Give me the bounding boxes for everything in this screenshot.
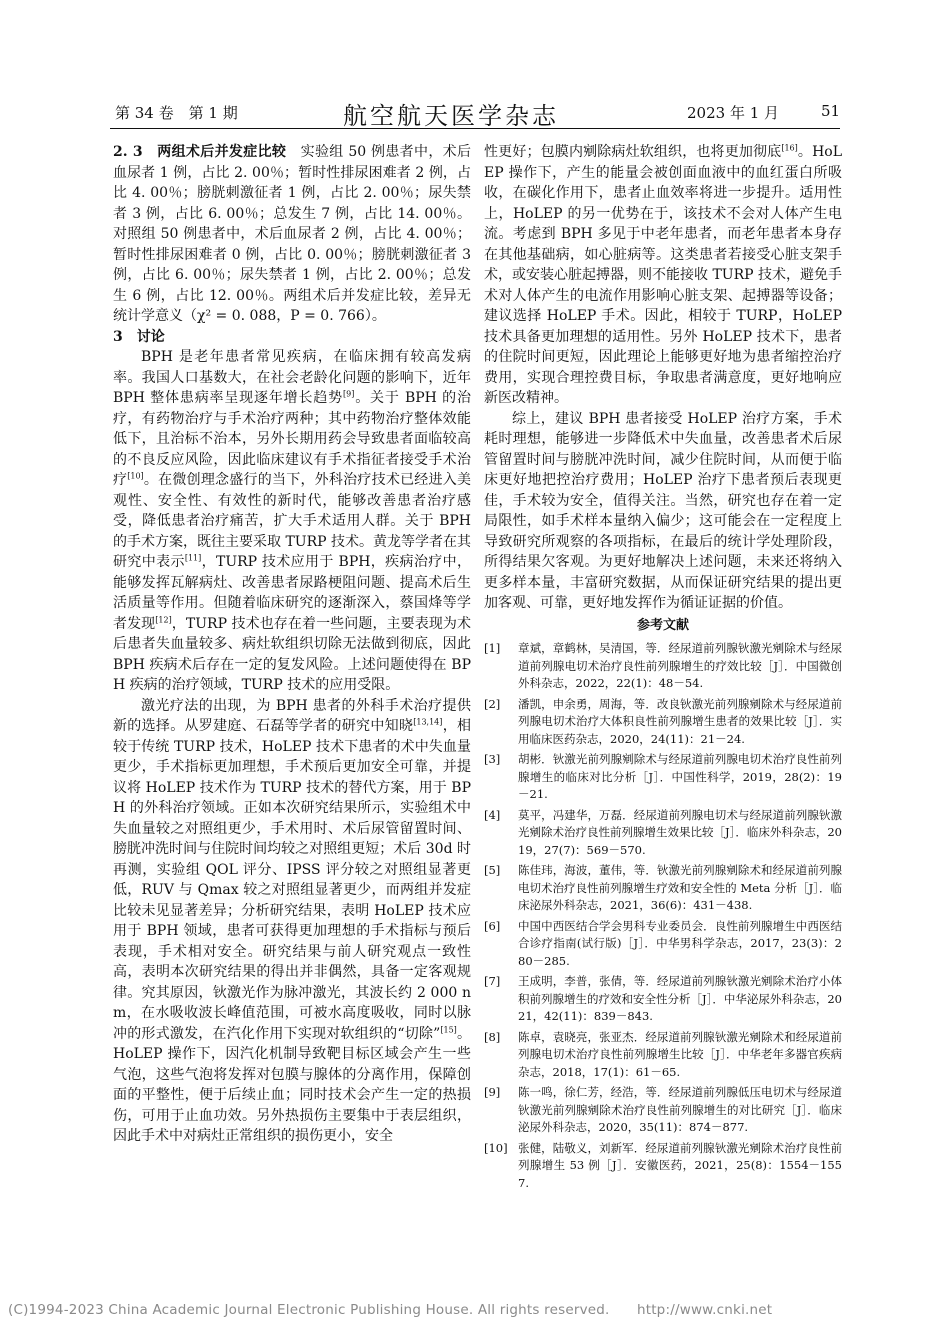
header-rule (110, 128, 840, 129)
reference-list (484, 640, 842, 1192)
discussion-paragraph-2 (113, 696, 471, 1147)
reference-item (484, 862, 842, 915)
citation: [11] (184, 553, 202, 563)
reference-text: 王成明，李普，张倩，等．经尿道前列腺钬激光剜除术治疗小体积前列腺增生的疗效和安全性分析［J］．中华泌尿外科杂志，2021，42(11)：839－843. (518, 974, 842, 1023)
text-run: ，TURP 技术也存在着一些问题，主要表现为术后患者失血量较多、病灶软组织切除无法做到彻底，因此 BPH 疾病术后存在一定的复发风险。上述问题使得在 BPH 疾病的治疗领域，TURP 技术的应用受限。 (113, 615, 472, 693)
page-number: 51 (821, 102, 841, 120)
reference-item (484, 640, 842, 693)
text-run: ，相较于传统 TURP 技术，HoLEP 技术下患者的术中失血量更少，手术指标更加理想，手术预后更加安全可靠，并提议将 HoLEP 技术作为 TURP 技术的替代方案，用于 BPH 的外科治疗领域。正如本次研究结果所示，实验组术中失血量较之对照组更少，手术用时、术后尿管留置时间、膀胱冲洗时间与住院时间均较之对照组更短；术后 30d 时再测，实验组 QOL 评分、IPSS 评分较之对照组显著更低，RUV 与 Qmax 较之对照组显著更少，而两组并发症比较未见显著差异；分析研究结果，表明 HoLEP 技术应用于 BPH 领域，患者可获得更加理想的手术指标与预后表现，手术相对安全。研究结果与前人研究观点一致性高，表明本次研究结果的得出并非偶然，具备一定客观规律。究其原因，钬激光作为脉冲激光，其波长约 2 000 nm，在水吸收波长峰值范围，可被水高度吸收，同时以脉冲的形式激发，在汽化作用下实现对软组织的“切除” (113, 718, 472, 1042)
discussion-paragraph-3 (484, 142, 842, 409)
section-2-3-heading: 2. 3 两组术后并发症比较 (113, 144, 287, 160)
reference-item (484, 807, 842, 860)
reference-item (484, 1084, 842, 1137)
reference-number: [7] (484, 974, 501, 988)
issue-date: 2023 年 1 月 (687, 104, 780, 122)
volume-issue: 第 34 卷 第 1 期 (115, 104, 238, 122)
reference-text: 潘凯，申余勇，周海，等．改良钬激光前列腺剜除术与经尿道前列腺电切术治疗大体积良性前列腺增生患者的效果比较［J］．实用临床医药杂志，2020，24(11)：21－24. (518, 696, 842, 746)
discussion-paragraph-1 (113, 347, 471, 696)
reference-item (484, 696, 842, 749)
left-column (113, 142, 471, 1147)
text-run: ，TURP 技术应用于 BPH，疾病治疗中，能够发挥瓦解病灶、改善患者尿路梗阻问题、提高术后生活质量等作用。但随着临床研究的逐渐深入，蔡国烽等学者发现 (113, 554, 471, 632)
citation: [13,14] (413, 717, 443, 727)
right-column (484, 142, 842, 1195)
conclusion-paragraph: 综上，建议 BPH 患者接受 HoLEP 治疗方案，手术耗时理想，能够进一步降低术中失血量，改善患者术后尿管留置时间与膀胱冲洗时间，减少住院时间，从而便于临床更好地把控治疗费用；HoLEP 治疗下患者预后表现更佳，手术较为安全，值得关注。当然，研究也存在着一定局限性，如手术样本量纳入偏少；这可能会在一定程度上导致研究所观察的各项指标，在最后的统计学处理阶段，所得结果欠客观。为更好地解决上述问题，未来还将纳入更多样本量，丰富研究数据，从而保证研究结果的提出更加客观、可靠，更好地发挥作为循证证据的价值。 (484, 410, 842, 611)
reference-text: 陈佳玮，海波，董伟，等．钬激光前列腺剜除术和经尿道前列腺电切术治疗良性前列腺增生疗效和安全性的 Meta 分析［J］．临床泌尿外科杂志，2021，36(6)：431－438. (518, 863, 842, 912)
text-run: 。关于 BPH 的治疗，有药物治疗与手术治疗两种；其中药物治疗整体效能低下，且治标不治本，另外长期用药会导致患者面临较高的不良反应风险，因此临床建议有手术指征者接受手术治疗 (113, 390, 471, 488)
citation: [15] (440, 1024, 457, 1034)
reference-number: [1] (484, 641, 501, 655)
reference-text: 中国中西医结合学会男科专业委员会．良性前列腺增生中西医结合诊疗指南(试行版)［J］．中华男科学杂志，2017，23(3)：280－285. (518, 918, 842, 968)
citation: [10] (127, 471, 144, 481)
text-run: 。HoLEP 操作下，产生的能量会被创面血液中的血红蛋白所吸收，在碳化作用下，患者止血效率将进一步提升。适用性上，HoLEP 的另一优势在于，该技术不会对人体产生电流。考虑到 BPH 多见于中老年患者，而老年患者本身存在其他基础病，如心脏病等。这类患者若接受心脏支架手术，或安装心脏起搏器，则不能接收 TURP 技术，避免手术对人体产生的电流作用影响心脏支架、起搏器等设备；建议选择 HoLEP 手术。因此，相较于 TURP，HoLEP 技术具备更加理想的适用性。另外 HoLEP 技术下，患者的住院时间更短，因此理论上能够更好地为患者缩控治疗费用，实现合理控费目标，争取患者满意度，更好地响应新医改精神。 (484, 144, 843, 406)
copyright-footer: (C)1994-2023 China Academic Journal Electronic Publishing House. All rights reserved. http://www.cnki.net (8, 1302, 773, 1318)
citation: [9] (343, 389, 355, 399)
section-3-heading: 3 讨论 (113, 328, 165, 345)
section-2-3 (113, 142, 471, 327)
text-run: BPH 是老年患者常见疾病，在临床拥有较高发病率。我国人口基数大，在社会老龄化问题的影响下，近年 BPH 整体患病率呈现逐年增长趋势 (113, 349, 471, 406)
reference-number: [4] (484, 807, 501, 822)
reference-text: 莫平，冯建华，万磊．经尿道前列腺电切术与经尿道前列腺钬激光剜除术治疗良性前列腺增生效果比较［J］．临床外科杂志，2019，27(7)：569－570. (518, 807, 842, 857)
citation: [12] (155, 614, 172, 624)
reference-number: [3] (484, 752, 501, 766)
reference-item (484, 918, 842, 971)
reference-number: [6] (484, 918, 501, 933)
reference-number: [9] (484, 1085, 501, 1099)
reference-number: [5] (484, 863, 501, 877)
reference-text: 胡彬．钬激光前列腺剜除术与经尿道前列腺电切术治疗良性前列腺增生的临床对比分析［J］．中国性科学，2019，28(2)：19－21. (518, 752, 842, 801)
reference-text: 陈卓，袁晓亮，张亚杰．经尿道前列腺钬激光剜除术和经尿道前列腺电切术治疗良性前列腺增生比较［J］．中华老年多器官疾病杂志，2018，17(1)：61－65. (518, 1029, 842, 1079)
running-header (115, 92, 841, 130)
reference-number: [8] (484, 1029, 501, 1044)
section-2-3-body: 实验组 50 例患者中，术后血尿者 1 例，占比 2. 00％；暂时性排尿困难者 2 例，占比 4. 00％；膀胱刺激征者 1 例，占比 2. 00％；尿失禁者 3 例，占比 6. 00％；总发生 7 例，占比 14. 00％。对照组 50 例患者中，术后血尿者 2 例，占比 4. 00％；暂时性排尿困难者 0 例，占比 0. 00％；膀胱刺激征者 3 例，占比 6. 00％；尿失禁者 1 例，占比 2. 00％；总发生 6 例，占比 12. 00％。两组术后并发症比较，差异无统计学意义（χ² = 0. 088，P = 0. 766）。 (113, 144, 472, 324)
reference-item (484, 751, 842, 804)
citation: [16] (781, 143, 798, 153)
text-run: 。在微创理念盛行的当下，外科治疗技术已经进入美观性、安全性、有效性的新时代，能够改善患者治疗感受，降低患者治疗痛苦，扩大手术适用人群。关于 BPH 的手术方案，既往主要采取 TURP 技术。黄龙等学者在其研究中表示 (113, 472, 472, 570)
reference-item (484, 1029, 842, 1082)
text-run: 激光疗法的出现，为 BPH 患者的外科手术治疗提供新的选择。从罗建庭、石磊等学者的研究中知晓 (113, 697, 471, 734)
reference-item (484, 1140, 842, 1193)
reference-text: 陈一鸣，徐仁芳，经浩，等．经尿道前列腺低压电切术与经尿道钬激光前列腺剜除术治疗良性前列腺增生的对比研究［J］．临床泌尿外科杂志，2020，35(11)：874－877. (518, 1085, 842, 1134)
references-heading: 参考文献 (636, 617, 689, 633)
reference-text: 张健，陆敬义，刘新军．经尿道前列腺钬激光剜除术治疗良性前列腺增生 53 例［J］．安徽医药，2021，25(8)：1554－1557. (518, 1140, 842, 1190)
text-run: 。HoLEP 操作下，因汽化机制导致靶目标区域会产生一些气泡，这些气泡将发挥对包膜与腺体的分离作用，保障创面的平整性，便于后续止血；同时技术会产生一定的热损伤，可用于止血功效。另外热损伤主要集中于表层组织，因此手术中对病灶正常组织的损伤更小，安全 (113, 1025, 471, 1144)
reference-text: 章斌，章鹤林，吴清国，等．经尿道前列腺钬激光剜除术与经尿道前列腺电切术治疗良性前列腺增生的疗效比较［J］．中国微创外科杂志，2022，22(1)：48－54. (518, 641, 842, 690)
reference-number: [2] (484, 696, 501, 711)
journal-title: 航空航天医学杂志 (343, 102, 559, 130)
reference-number: [10] (484, 1140, 508, 1155)
reference-item (484, 973, 842, 1026)
text-run: 性更好；包膜内剜除病灶软组织，也将更加彻底 (484, 144, 782, 160)
